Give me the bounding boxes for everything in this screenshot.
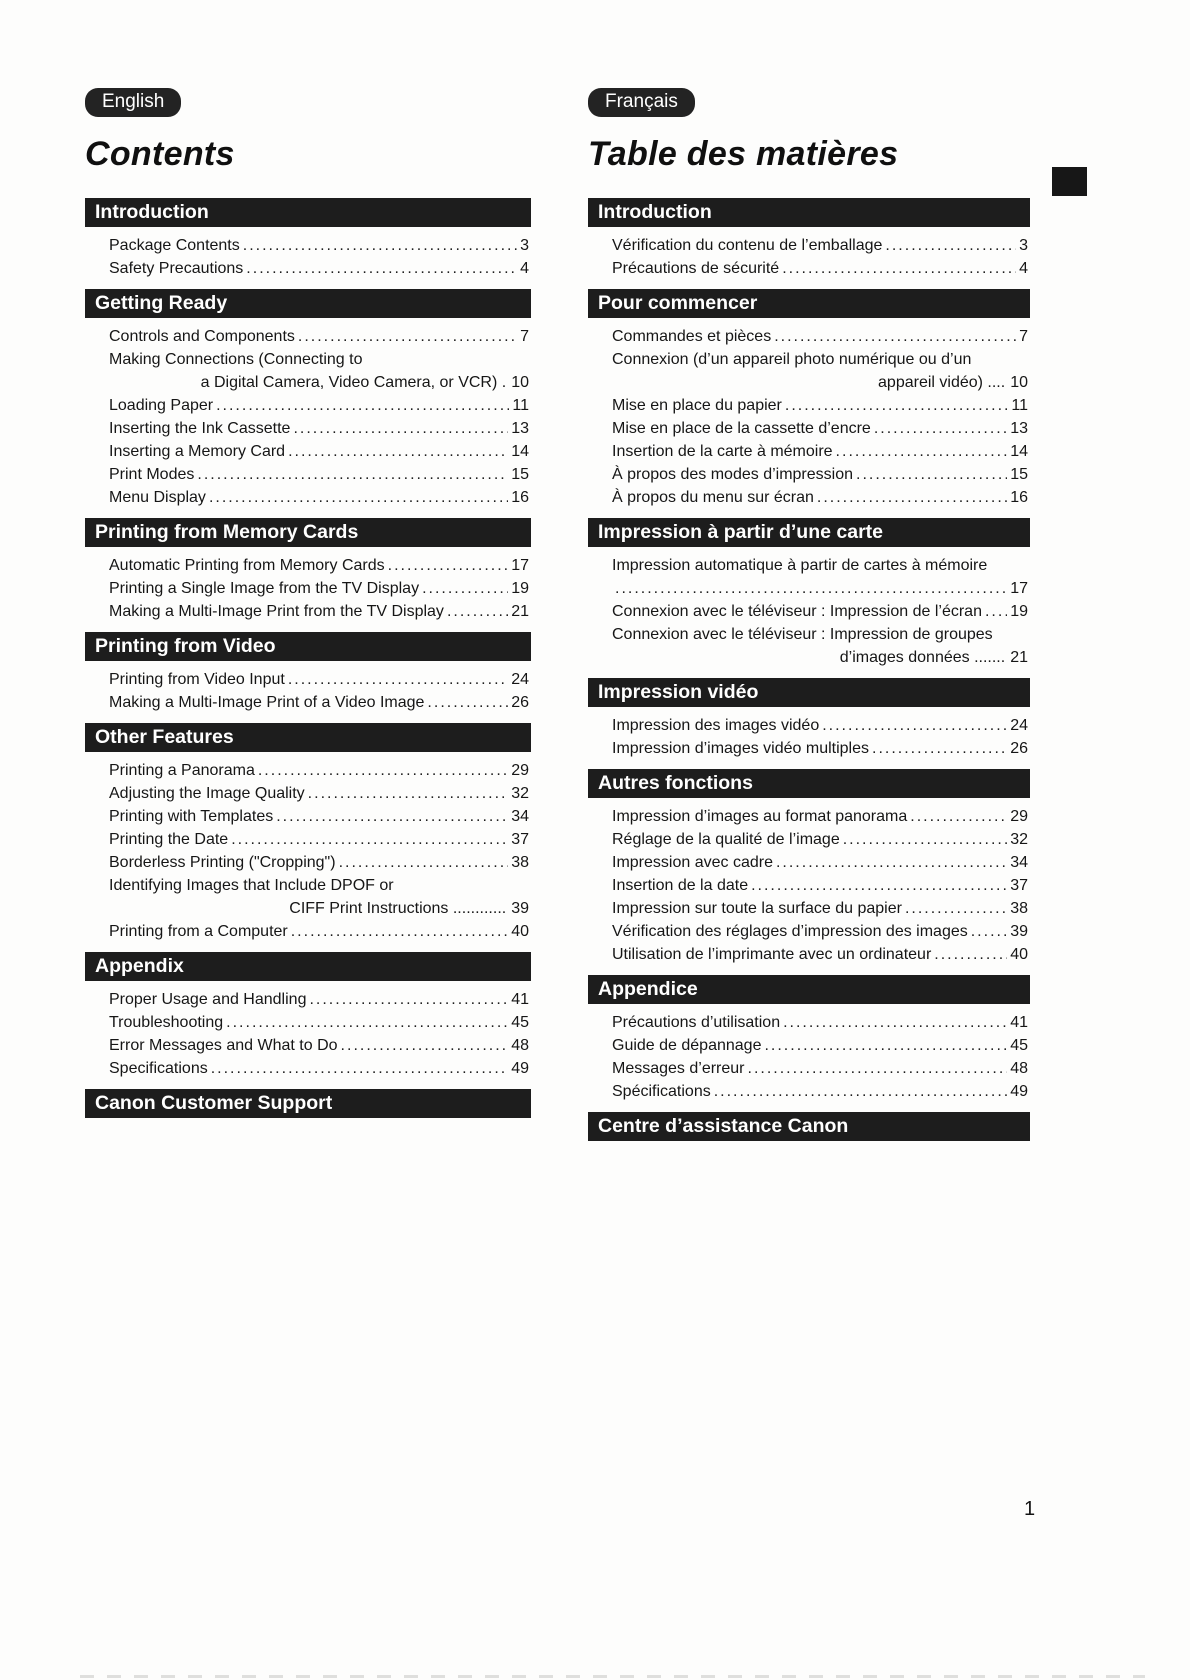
dot-leader	[339, 851, 509, 874]
toc-entry	[612, 1011, 1028, 1034]
entry-page: 14	[1010, 443, 1028, 460]
toc-entry	[109, 577, 529, 600]
entry-page: 38	[1010, 900, 1028, 917]
entry-label: Automatic Printing from Memory Cards	[109, 557, 385, 574]
toc-entry	[612, 257, 1028, 280]
dot-leader	[276, 805, 508, 828]
dot-leader	[843, 828, 1007, 851]
toc-entry	[109, 668, 529, 691]
entry-label: Identifying Images that Include DPOF or	[109, 877, 394, 894]
section-entries	[588, 554, 1030, 669]
entry-page: 16	[511, 489, 529, 506]
entry-page: 24	[511, 671, 529, 688]
entry-page: 15	[511, 466, 529, 483]
dot-leader	[836, 440, 1008, 463]
toc-entry	[612, 805, 1028, 828]
dot-leader	[288, 668, 508, 691]
dot-leader	[216, 394, 509, 417]
dot-leader	[748, 1057, 1008, 1080]
entry-label: Connexion avec le téléviseur : Impression de l’écran	[612, 603, 982, 620]
dot-leader	[785, 394, 1009, 417]
section-entries	[588, 1011, 1030, 1103]
entry-label: Guide de dépannage	[612, 1037, 762, 1054]
dot-leader	[231, 828, 508, 851]
section-header: Impression à partir d’une carte	[588, 518, 1030, 547]
dot-leader	[422, 577, 508, 600]
language-badge: English	[85, 88, 181, 117]
entry-label: CIFF Print Instructions ............	[289, 900, 507, 917]
entry-page: 17	[1010, 580, 1028, 597]
toc-entry	[612, 486, 1028, 509]
entry-label: Error Messages and What to Do	[109, 1037, 338, 1054]
dot-leader	[910, 805, 1007, 828]
entry-page: 21	[511, 603, 529, 620]
entry-label: Borderless Printing ("Cropping")	[109, 854, 336, 871]
toc-entry	[109, 348, 529, 371]
dot-leader	[714, 1080, 1007, 1103]
dot-leader	[905, 897, 1007, 920]
entry-label: Specifications	[109, 1060, 208, 1077]
entry-page: 49	[1010, 1083, 1028, 1100]
toc-title: Contents	[85, 135, 235, 173]
entry-label: À propos du menu sur écran	[612, 489, 814, 506]
section-header: Appendix	[85, 952, 531, 981]
entry-page: 26	[1010, 740, 1028, 757]
section-header: Appendice	[588, 975, 1030, 1004]
entry-page: 29	[511, 762, 529, 779]
dot-leader	[308, 782, 509, 805]
toc-entry	[612, 554, 1028, 577]
entry-page: 37	[511, 831, 529, 848]
dot-leader	[934, 943, 1007, 966]
entry-page: 19	[1010, 603, 1028, 620]
toc-entry	[612, 440, 1028, 463]
entry-label: Print Modes	[109, 466, 195, 483]
dot-leader	[388, 554, 509, 577]
section-header: Introduction	[588, 198, 1030, 227]
section-entries	[588, 805, 1030, 966]
scan-artifact	[80, 1675, 1145, 1678]
entry-page: 7	[520, 328, 529, 345]
dot-leader	[243, 234, 517, 257]
dot-leader	[211, 1057, 508, 1080]
entry-page: 17	[511, 557, 529, 574]
toc-entry-continuation	[612, 646, 1028, 669]
toc-entry	[612, 417, 1028, 440]
entry-label: Messages d’erreur	[612, 1060, 745, 1077]
entry-page: 34	[511, 808, 529, 825]
toc-entry	[612, 851, 1028, 874]
entry-label: Impression d’images vidéo multiples	[612, 740, 869, 757]
toc-entry-continuation	[612, 577, 1028, 600]
section-entries	[85, 668, 531, 714]
column-french	[588, 88, 1030, 1148]
entry-page: 15	[1010, 466, 1028, 483]
entry-page: 45	[1010, 1037, 1028, 1054]
dot-leader	[817, 486, 1007, 509]
entry-page: 45	[511, 1014, 529, 1031]
toc-entry-continuation	[109, 371, 529, 394]
entry-page: 13	[1010, 420, 1028, 437]
dot-leader	[447, 600, 508, 623]
dot-leader	[209, 486, 508, 509]
entry-label: Précautions d’utilisation	[612, 1014, 781, 1031]
dot-leader	[971, 920, 1007, 943]
section-header: Other Features	[85, 723, 531, 752]
entry-page: 11	[1011, 397, 1028, 414]
entry-page: 34	[1010, 854, 1028, 871]
entry-page: 32	[1010, 831, 1028, 848]
entry-label: Connexion (d’un appareil photo numérique ou d’un	[612, 351, 972, 368]
entry-label: Inserting a Memory Card	[109, 443, 286, 460]
entry-label: Printing the Date	[109, 831, 229, 848]
entry-label: Proper Usage and Handling	[109, 991, 307, 1008]
dot-leader	[226, 1011, 508, 1034]
toc-entry	[109, 851, 529, 874]
toc-entry	[109, 394, 529, 417]
toc-entry	[109, 759, 529, 782]
toc-entry	[612, 348, 1028, 371]
toc-entry	[612, 325, 1028, 348]
toc-entry-continuation	[109, 897, 529, 920]
toc-entry	[612, 828, 1028, 851]
dot-leader	[291, 920, 508, 943]
dot-leader	[885, 234, 1016, 257]
section-entries	[85, 234, 531, 280]
entry-page: 39	[1010, 923, 1028, 940]
dot-leader	[783, 1011, 1007, 1034]
entry-page: 14	[511, 443, 529, 460]
entry-label: Making Connections (Connecting to	[109, 351, 363, 368]
entry-label: Printing a Single Image from the TV Display	[109, 580, 420, 597]
section-entries	[588, 234, 1030, 280]
section-entries	[85, 988, 531, 1080]
entry-label: Printing from a Computer	[109, 923, 288, 940]
entry-page: 4	[1019, 260, 1028, 277]
section-header: Autres fonctions	[588, 769, 1030, 798]
toc-entry	[109, 486, 529, 509]
toc-entry	[109, 782, 529, 805]
toc-entry	[109, 440, 529, 463]
toc-entry	[109, 554, 529, 577]
entry-page: 41	[511, 991, 529, 1008]
entry-label: Insertion de la carte à mémoire	[612, 443, 833, 460]
dot-leader	[341, 1034, 509, 1057]
toc-entry	[109, 1034, 529, 1057]
language-badge: Français	[588, 88, 695, 117]
entry-page: 10	[1010, 374, 1028, 391]
entry-label: Connexion avec le téléviseur : Impression de groupes	[612, 626, 993, 643]
toc-entry	[612, 714, 1028, 737]
dot-leader	[985, 600, 1007, 623]
section-header: Pour commencer	[588, 289, 1030, 318]
toc-entry	[109, 874, 529, 897]
entry-page: 41	[1010, 1014, 1028, 1031]
entry-label: d’images données .......	[839, 649, 1006, 666]
entry-page: 24	[1010, 717, 1028, 734]
dot-leader	[872, 737, 1007, 760]
dot-leader	[822, 714, 1007, 737]
toc-entry	[612, 1034, 1028, 1057]
entry-page: 3	[1019, 237, 1028, 254]
entry-label: Printing a Panorama	[109, 762, 255, 779]
entry-label: a Digital Camera, Video Camera, or VCR) .	[200, 374, 507, 391]
entry-label: Vérification du contenu de l’emballage	[612, 237, 883, 254]
toc-entry	[109, 257, 529, 280]
entry-page: 49	[511, 1060, 529, 1077]
section-entries	[588, 325, 1030, 509]
entry-label: Réglage de la qualité de l’image	[612, 831, 840, 848]
entry-label: Controls and Components	[109, 328, 295, 345]
entry-label: appareil vidéo) ....	[878, 374, 1006, 391]
toc-entry	[612, 600, 1028, 623]
toc-entry	[109, 828, 529, 851]
entry-label: Making a Multi-Image Print from the TV Display	[109, 603, 444, 620]
toc-entry	[109, 691, 529, 714]
section-entries	[85, 554, 531, 623]
toc-entry	[109, 325, 529, 348]
entry-page: 38	[511, 854, 529, 871]
toc-entry	[109, 805, 529, 828]
toc-entry	[109, 1011, 529, 1034]
toc-title: Table des matières	[588, 135, 899, 173]
toc-entry	[109, 463, 529, 486]
dot-leader	[776, 851, 1007, 874]
page-edge-tab-marker	[1052, 167, 1087, 196]
section-entries	[85, 325, 531, 509]
column-english	[85, 88, 531, 1125]
dot-leader	[874, 417, 1007, 440]
entry-page: 39	[511, 900, 529, 917]
section-header: Printing from Memory Cards	[85, 518, 531, 547]
entry-label: Menu Display	[109, 489, 206, 506]
entry-page: 10	[511, 374, 529, 391]
entry-label: Précautions de sécurité	[612, 260, 780, 277]
entry-label: Safety Precautions	[109, 260, 244, 277]
dot-leader	[774, 325, 1016, 348]
section-header: Impression vidéo	[588, 678, 1030, 707]
entry-page: 19	[511, 580, 529, 597]
section-header: Centre d’assistance Canon	[588, 1112, 1030, 1141]
entry-page: 40	[1010, 946, 1028, 963]
entry-label: Inserting the Ink Cassette	[109, 420, 291, 437]
entry-label: Package Contents	[109, 237, 240, 254]
dot-leader	[615, 577, 1007, 600]
toc-entry	[612, 1057, 1028, 1080]
toc-entry	[612, 394, 1028, 417]
toc-entry	[612, 463, 1028, 486]
toc-entry	[109, 988, 529, 1011]
toc-entry	[612, 737, 1028, 760]
entry-label: Loading Paper	[109, 397, 214, 414]
toc-entry	[612, 623, 1028, 646]
entry-label: À propos des modes d’impression	[612, 466, 854, 483]
dot-leader	[782, 257, 1016, 280]
section-header: Introduction	[85, 198, 531, 227]
entry-label: Mise en place du papier	[612, 397, 782, 414]
entry-page: 48	[1010, 1060, 1028, 1077]
toc-entry	[109, 234, 529, 257]
dot-leader	[751, 874, 1007, 897]
entry-label: Utilisation de l’imprimante avec un ordinateur	[612, 946, 932, 963]
page-number: 1	[1024, 1498, 1036, 1520]
entry-page: 4	[520, 260, 529, 277]
dot-leader	[246, 257, 517, 280]
section-entries	[85, 759, 531, 943]
toc-entry	[612, 943, 1028, 966]
entry-page: 16	[1010, 489, 1028, 506]
entry-label: Printing from Video Input	[109, 671, 285, 688]
entry-label: Impression automatique à partir de cartes à mémoire	[612, 557, 988, 574]
toc-entry-continuation	[612, 371, 1028, 394]
entry-page: 32	[511, 785, 529, 802]
entry-page: 26	[511, 694, 529, 711]
entry-page: 7	[1019, 328, 1028, 345]
entry-label: Troubleshooting	[109, 1014, 224, 1031]
entry-page: 3	[520, 237, 529, 254]
toc-entry	[612, 897, 1028, 920]
dot-leader	[293, 417, 508, 440]
dot-leader	[427, 691, 508, 714]
entry-label: Insertion de la date	[612, 877, 749, 894]
toc-entry	[612, 920, 1028, 943]
entry-page: 21	[1010, 649, 1028, 666]
dot-leader	[764, 1034, 1007, 1057]
section-header: Printing from Video	[85, 632, 531, 661]
dot-leader	[856, 463, 1007, 486]
section-header: Canon Customer Support	[85, 1089, 531, 1118]
entry-label: Impression d’images au format panorama	[612, 808, 908, 825]
entry-label: Impression des images vidéo	[612, 717, 820, 734]
toc-columns	[85, 88, 1030, 1148]
entry-page: 29	[1010, 808, 1028, 825]
dot-leader	[298, 325, 517, 348]
entry-page: 13	[511, 420, 529, 437]
toc-entry	[109, 600, 529, 623]
entry-label: Printing with Templates	[109, 808, 274, 825]
entry-label: Spécifications	[612, 1083, 711, 1100]
entry-label: Making a Multi-Image Print of a Video Image	[109, 694, 425, 711]
toc-entry	[109, 417, 529, 440]
entry-label: Adjusting the Image Quality	[109, 785, 305, 802]
entry-page: 37	[1010, 877, 1028, 894]
entry-label: Commandes et pièces	[612, 328, 772, 345]
dot-leader	[288, 440, 508, 463]
entry-page: 48	[511, 1037, 529, 1054]
entry-label: Vérification des réglages d’impression des images	[612, 923, 968, 940]
toc-entry	[109, 920, 529, 943]
section-header: Getting Ready	[85, 289, 531, 318]
section-entries	[588, 714, 1030, 760]
toc-entry	[612, 874, 1028, 897]
entry-label: Impression avec cadre	[612, 854, 773, 871]
entry-label: Impression sur toute la surface du papier	[612, 900, 902, 917]
dot-leader	[197, 463, 508, 486]
toc-entry	[612, 1080, 1028, 1103]
entry-label: Mise en place de la cassette d’encre	[612, 420, 871, 437]
entry-page: 40	[511, 923, 529, 940]
entry-page: 11	[512, 397, 529, 414]
toc-entry	[109, 1057, 529, 1080]
dot-leader	[258, 759, 508, 782]
toc-entry	[612, 234, 1028, 257]
dot-leader	[309, 988, 508, 1011]
